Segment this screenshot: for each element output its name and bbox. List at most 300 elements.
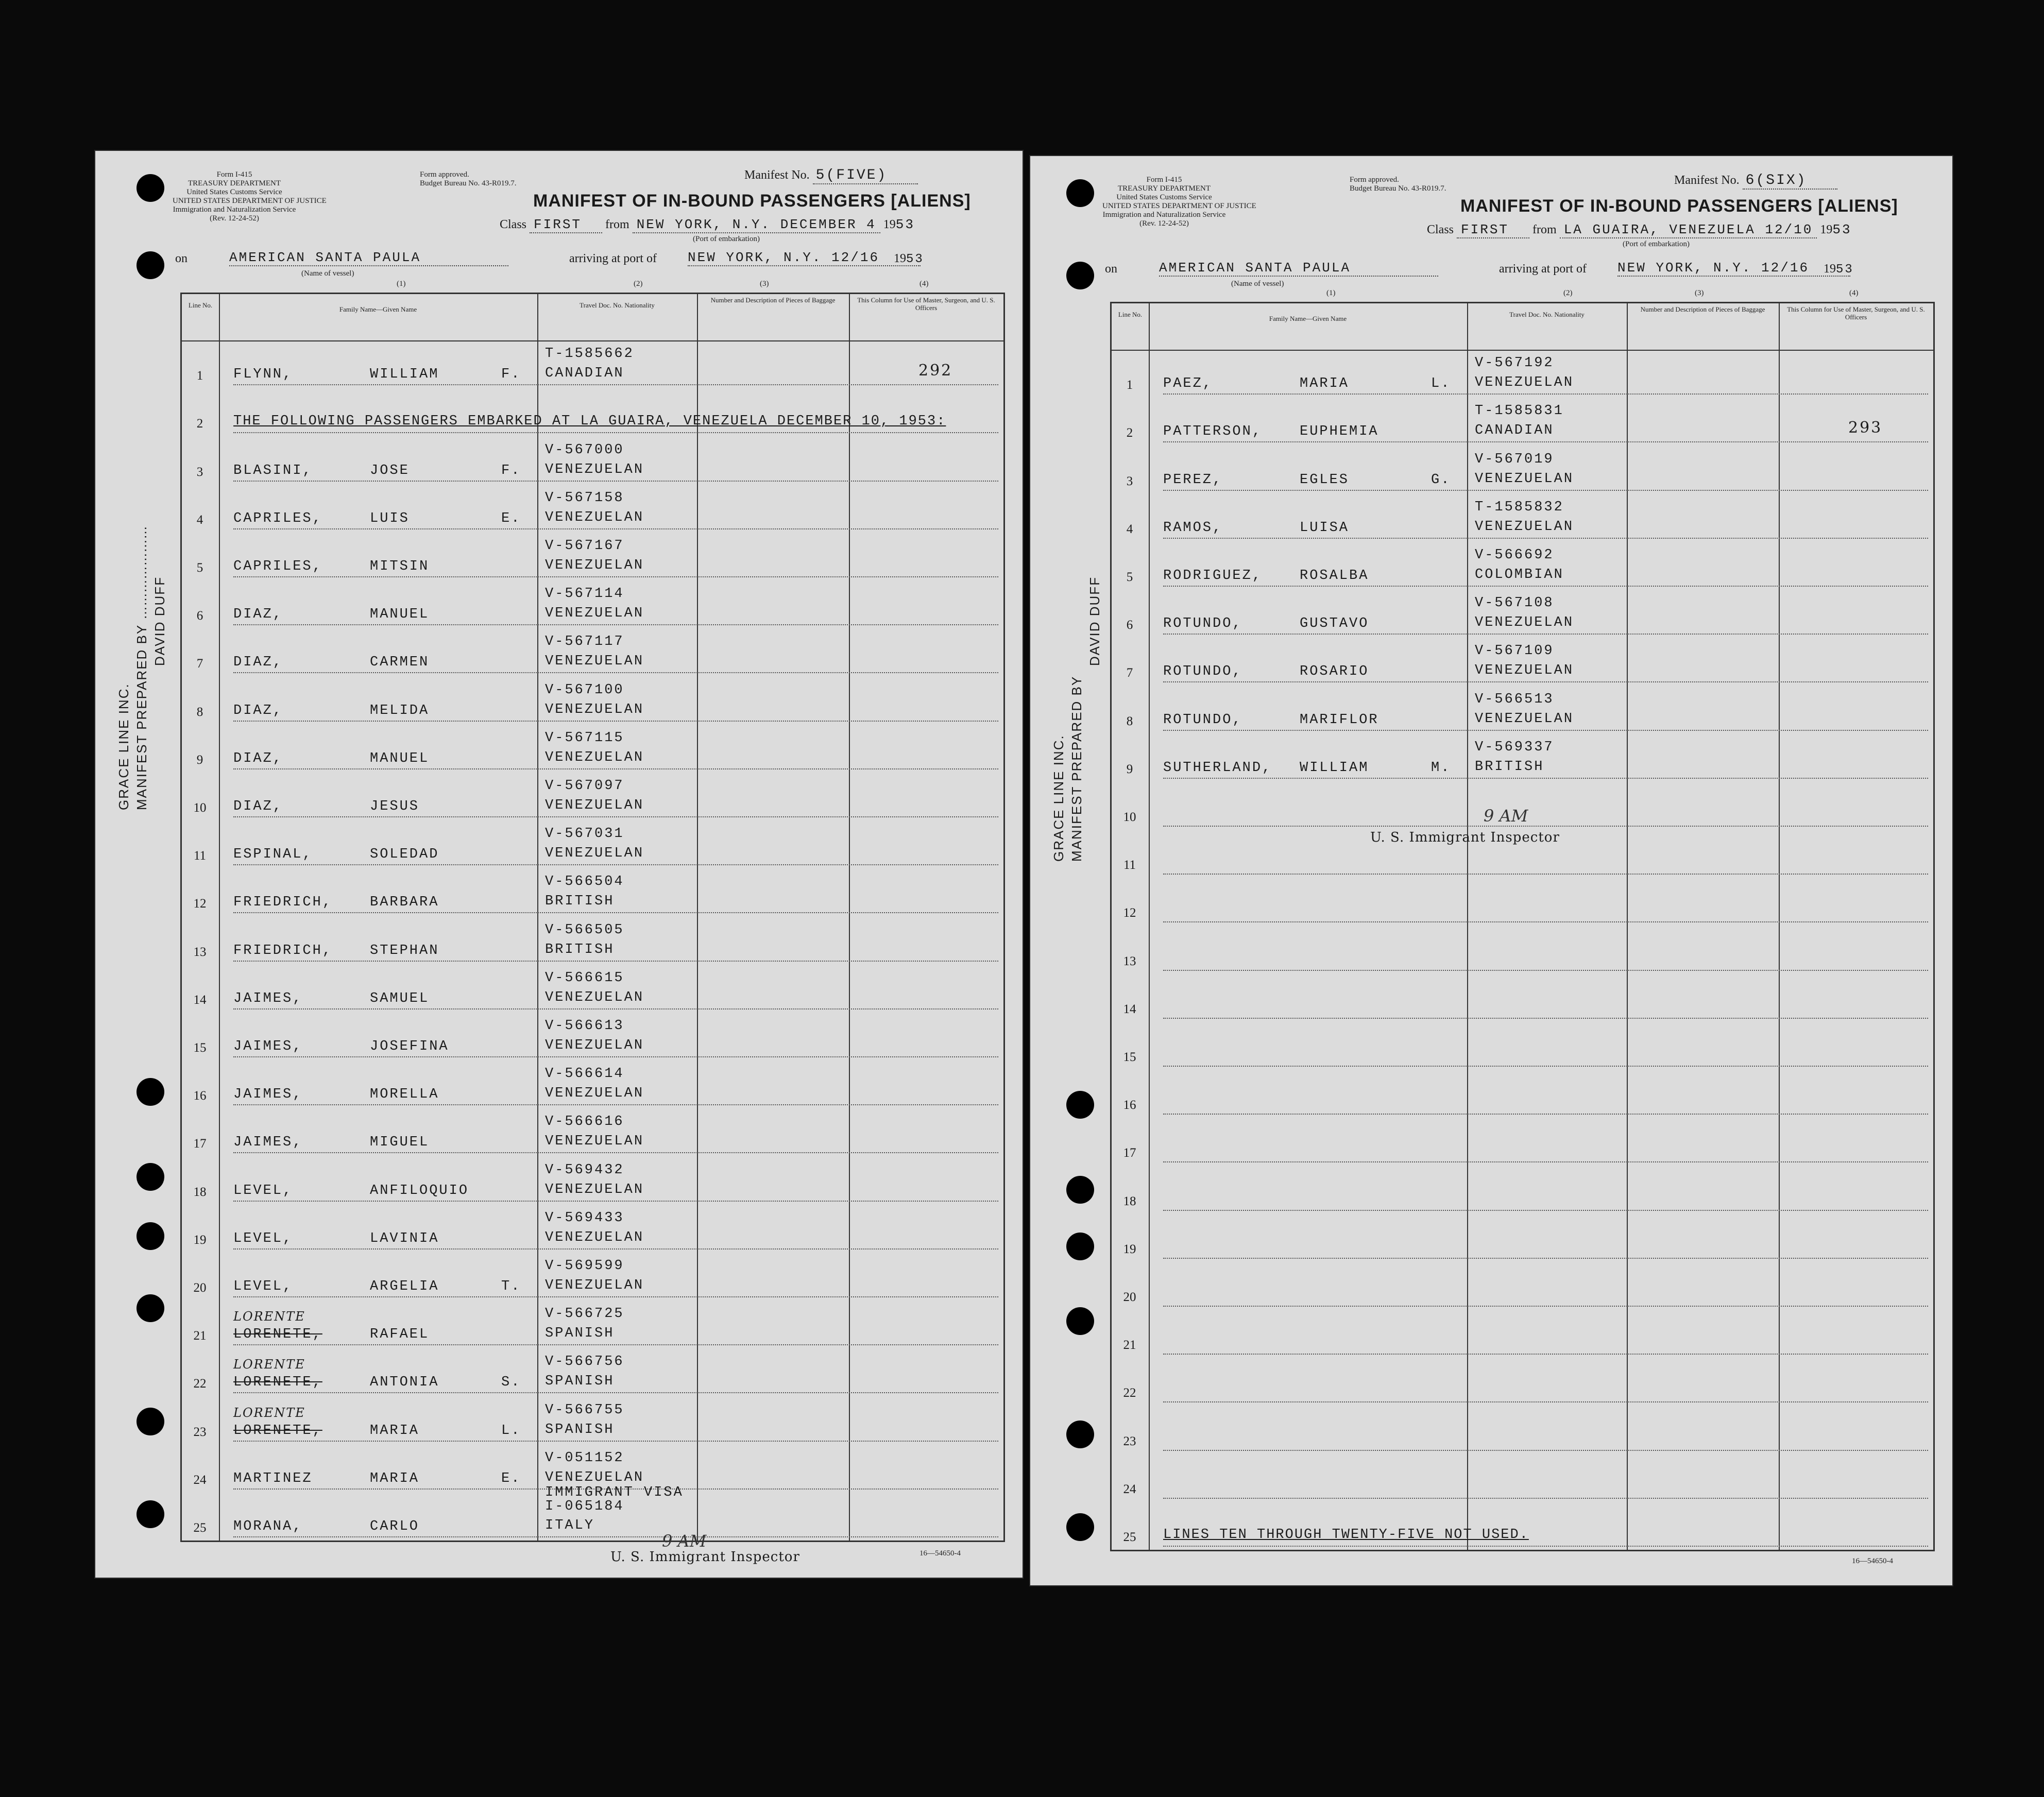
line-number: 16 xyxy=(1123,1098,1136,1113)
passenger-family: LEVEL, xyxy=(233,1183,293,1199)
passenger-doc: V-569432 xyxy=(545,1162,624,1178)
row-rule xyxy=(1163,970,1928,971)
header-divider xyxy=(182,340,1003,341)
passenger-family: CAPRILES, xyxy=(233,510,322,526)
line-number: 13 xyxy=(1123,954,1136,968)
punch-hole xyxy=(1066,1421,1094,1448)
passenger-doc: V-566505 xyxy=(545,922,624,938)
form-line: (Rev. 12-24-52) xyxy=(1139,219,1189,228)
passenger-doc: V-566614 xyxy=(545,1066,624,1082)
passenger-doc: V-051152 xyxy=(545,1450,624,1466)
passenger-doc: V-567114 xyxy=(545,586,624,602)
passenger-given: SOLEDAD xyxy=(370,847,439,863)
line-number: 20 xyxy=(1123,1290,1136,1304)
passenger-family: DIAZ, xyxy=(233,703,283,718)
passenger-doc: V-567117 xyxy=(545,634,624,650)
manifest-no-value: 5(FIVE) xyxy=(813,167,918,184)
column-header-travel: Travel Doc. No. Nationality xyxy=(580,301,655,309)
column-header-line: Line No. xyxy=(1118,311,1143,318)
row-rule xyxy=(1163,1401,1928,1402)
arrival-port: NEW YORK, N.Y. 12/16 xyxy=(1617,260,1850,277)
line-number: 15 xyxy=(193,1041,207,1055)
passenger-doc: V-567097 xyxy=(545,778,624,794)
passenger-given: MARIA xyxy=(1300,376,1350,392)
line-number: 14 xyxy=(1123,1002,1136,1016)
passenger-doc: T-1585662 xyxy=(545,346,634,362)
passenger-given: EUPHEMIA xyxy=(1300,424,1379,440)
passenger-init: L. xyxy=(1431,376,1451,392)
row-rule xyxy=(233,1248,998,1250)
passenger-nat: VENEZUELAN xyxy=(545,1182,644,1197)
row-rule xyxy=(233,1536,998,1537)
sidebar-line: MANIFEST PREPARED BY xyxy=(1069,675,1084,862)
passenger-given: LUIS xyxy=(370,510,410,526)
sidebar-line: MANIFEST PREPARED BY xyxy=(134,624,149,810)
passenger-doc: V-566504 xyxy=(545,874,624,890)
line-number: 11 xyxy=(193,849,207,863)
line-number: 8 xyxy=(196,705,203,719)
line-number: 22 xyxy=(1123,1386,1136,1400)
from-label: from xyxy=(1532,223,1557,236)
line-number: 18 xyxy=(1123,1194,1136,1208)
port-year: 53 xyxy=(906,252,924,266)
passenger-family: MARTINEZ xyxy=(233,1470,313,1486)
page-title: MANIFEST OF IN-BOUND PASSENGERS [ALIENS] xyxy=(1460,196,1898,216)
row-rule xyxy=(233,528,998,529)
passenger-family: JAIMES, xyxy=(233,1039,303,1054)
row-rule xyxy=(233,1201,998,1202)
passenger-nat: VENEZUELAN xyxy=(1475,615,1574,631)
sidebar-line: DAVID DUFF xyxy=(1087,576,1102,666)
embark-note: (Port of embarkation) xyxy=(693,235,760,243)
row-rule xyxy=(233,864,998,865)
col-num: (2) xyxy=(634,280,643,288)
passenger-given: WILLIAM xyxy=(1300,760,1369,776)
inspector-caption: U. S. Immigrant Inspector xyxy=(1370,830,1560,845)
year-value: 53 xyxy=(895,217,915,232)
passenger-nat: VENEZUELAN xyxy=(545,654,644,670)
passenger-doc: V-567100 xyxy=(545,682,624,698)
row-rule xyxy=(1163,681,1928,682)
embark-note: (Port of embarkation) xyxy=(1623,240,1690,248)
passenger-family: DIAZ, xyxy=(233,750,283,766)
passenger-init: G. xyxy=(1431,472,1451,488)
passenger-family: LEVEL, xyxy=(233,1230,293,1246)
line-number: 9 xyxy=(196,752,203,767)
passenger-given: LUISA xyxy=(1300,520,1350,536)
punch-hole xyxy=(137,1408,164,1435)
punch-hole xyxy=(1066,1513,1094,1541)
line-number: 5 xyxy=(1126,570,1133,584)
punch-hole xyxy=(137,1078,164,1106)
manifest-label: Manifest No. xyxy=(744,168,810,182)
sidebar-line: DAVID DUFF xyxy=(152,576,167,666)
line-number: 7 xyxy=(1126,666,1133,680)
passenger-nat: VENEZUELAN xyxy=(1475,375,1574,391)
row-rule xyxy=(1163,730,1928,731)
passenger-given: JESUS xyxy=(370,799,420,814)
column-header-baggage: Number and Description of Pieces of Baggage xyxy=(1640,305,1765,313)
arriving-label: arriving at port of xyxy=(569,252,657,265)
manifest-page-right: Form I-415 TREASURY DEPARTMENT United States Customs Service UNITED STATES DEPARTMENT OF JUSTICE Immigration and Naturalization Service (Rev. 12-24-52) Form approved. Budget Bureau No. 43-R019.7. Manifest No. 6(SIX) MANIFEST OF IN-BOUND PASSENGERS [ALIENS] Class FIRST from LA GUAIRA, VENEZUELA 12/10 1953 (Port of embarkation) on AMERICAN SANTA PAULA (Name of vessel) (1) arriving at port of NEW YORK, N.Y. 12/16 1953 (2) (3) (4) GRACE LINE INC. MANIFEST PREPARED BY DAVID DUFF Line No. Family Name—Given Name Travel Doc. No. Nationality Number and Description of Pieces of Baggage This Column for Use of Master, Surgeon, and U. S. Officers 1 PAEZ, MARIA L. V-567192 VENEZUELAN 2 PATTERSON, EUPHEMIA T-1585831 CANADIAN 293 3 PEREZ, EGLES G. V-567019 VENEZUELAN 4 RAMOS, LUISA T-1585832 VENEZUELAN 5 RODRIGUEZ, ROSALBA V-566692 COLOMBIAN 6 ROTUNDO, GUSTAVO V-567108 VENEZUELAN 7 ROTUNDO, ROSARIO V-567109 VENEZUELAN 8 ROTUNDO, MARIFLOR V-566513 VENEZUELAN 9 SUTHERLAND, WILLIAM M. V-569337 BRITISH 10 11 12 13 14 15 16 17 18 19 20 21 22 23 24 25 LINES TEN THROUGH TWENTY-FIVE NOT USED. U. S. Immigrant Inspector 9 AM 16—54650-4 xyxy=(1030,156,1952,1585)
passenger-given: ARGELIA xyxy=(370,1279,439,1294)
form-line: (Rev. 12-24-52) xyxy=(210,214,259,223)
line-number: 24 xyxy=(193,1473,207,1487)
passenger-given: ROSALBA xyxy=(1300,568,1369,584)
passenger-family: LORENETE, xyxy=(233,1327,322,1343)
passenger-given: RAFAEL xyxy=(370,1327,430,1343)
line-number: 4 xyxy=(196,512,203,527)
row-rule xyxy=(233,481,998,482)
passenger-doc: V-567109 xyxy=(1475,643,1554,659)
row-rule xyxy=(233,1296,998,1297)
arriving-label: arriving at port of xyxy=(1499,262,1587,276)
passenger-nat: VENEZUELAN xyxy=(1475,471,1574,487)
passenger-family: FRIEDRICH, xyxy=(233,943,333,959)
line-number: 10 xyxy=(193,801,207,815)
passenger-nat: VENEZUELAN xyxy=(545,798,644,813)
vessel-name: AMERICAN SANTA PAULA xyxy=(229,250,508,266)
page-title: MANIFEST OF IN-BOUND PASSENGERS [ALIENS] xyxy=(533,191,971,211)
passenger-given: MITSIN xyxy=(370,559,430,574)
passenger-init: E. xyxy=(501,510,521,526)
passenger-nat: VENEZUELAN xyxy=(545,1469,644,1485)
column-header-name: Family Name—Given Name xyxy=(339,305,417,313)
form-header xyxy=(173,170,327,223)
sidebar-text xyxy=(116,683,132,810)
passenger-given: MARIA xyxy=(370,1470,420,1486)
punch-hole xyxy=(137,1222,164,1250)
line-number: 23 xyxy=(193,1425,207,1439)
passenger-family: PAEZ, xyxy=(1163,376,1213,392)
manifest-page-left: Form I-415 TREASURY DEPARTMENT United States Customs Service UNITED STATES DEPARTMENT OF JUSTICE Immigration and Naturalization Service (Rev. 12-24-52) Form approved. Budget Bureau No. 43-R019.7. Manifest No. 5(FIVE) MANIFEST OF IN-BOUND PASSENGERS [ALIENS] Class FIRST from NEW YORK, N.Y. DECEMBER 4 1953 (Port of embarkation) on AMERICAN SANTA PAULA (Name of vessel) (1) arriving at port of NEW YORK, N.Y. 12/16 1953 (2) (3) (4) GRACE LINE INC. MANIFEST PREPARED BY ………………… DAVID DUFF Line No. Family Name—Given Name Travel Doc. No. Nationality Number and Description of Pieces of Baggage This Column for Use of Master, Surgeon, and U. S. Officers 1 FLYNN, WILLIAM F. T-1585662 CANADIAN 292 2 3 BLASINI, JOSE F. V-567000 VENEZUELAN 4 CAPRILES, LUIS E. V-567158 VENEZUELAN 5 CAPRILES, MITSIN V-567167 VENEZUELAN 6 DIAZ, MANUEL V-567114 VENEZUELAN 7 DIAZ, CARMEN V-567117 VENEZUELAN 8 DIAZ, MELIDA V-567100 VENEZUELAN 9 DIAZ, MANUEL V-567115 VENEZUELAN 10 DIAZ, JESUS V-567097 VENEZUELAN 11 ESPINAL, SOLEDAD V-567031 VENEZUELAN 12 FRIEDRICH, BARBARA V-566504 BRITISH 13 FRIEDRICH, STEPHAN V-566505 BRITISH 14 JAIMES, SAMUEL V-566615 VENEZUELAN 15 JAIMES, JOSEFINA V-566613 VENEZUELAN 16 JAIMES, MORELLA V-566614 VENEZUELAN 17 JAIMES, MIGUEL V-566616 VENEZUELAN 18 LEVEL, ANFILOQUIO V-569432 VENEZUELAN 19 LEVEL, LAVINIA V-569433 VENEZUELAN 20 LEVEL, ARGELIA T. V-569599 VENEZUELAN 21 LORENETE, LORENTE RAFAEL V-566725 SPANISH 22 LORENETE, LORENTE ANTONIA S. V-566756 SPANISH 23 LORENETE, LORENTE MARIA L. V-566755 SPANISH 24 MARTINEZ MARIA E. V-051152 VENEZUELAN 25 MORANA, CARLO IMMIGRANT VISA I-065184 ITALY THE FOLLOWING PASSENGERS EMBARKED AT LA GUAIRA, VENEZUELA DECEMBER 10, 1953: U. S. Immigrant Inspector 9 AM 16—54650-4 xyxy=(95,151,1023,1578)
row-rule xyxy=(1163,1450,1928,1451)
header-divider xyxy=(1112,350,1933,351)
approval-note xyxy=(420,170,516,188)
passenger-given: MANUEL xyxy=(370,607,430,623)
passenger-doc: V-567192 xyxy=(1475,355,1554,371)
passenger-given: GUSTAVO xyxy=(1300,616,1369,632)
line-number: 1 xyxy=(1126,378,1133,392)
passenger-given: BARBARA xyxy=(370,895,439,911)
passenger-nat: BRITISH xyxy=(545,942,615,957)
row-rule xyxy=(1163,586,1928,587)
passenger-doc: V-567115 xyxy=(545,730,624,746)
class-label: Class xyxy=(1427,223,1454,236)
passenger-doc: T-1585831 xyxy=(1475,403,1564,419)
passenger-given: WILLIAM xyxy=(370,367,439,383)
passenger-init: M. xyxy=(1431,760,1451,776)
row-rule xyxy=(1163,874,1928,875)
inspector-caption: U. S. Immigrant Inspector xyxy=(610,1549,800,1565)
row-rule xyxy=(1163,1114,1928,1115)
passenger-officer: 293 xyxy=(1848,419,1883,437)
passenger-family: LORENETE, xyxy=(233,1423,322,1439)
passenger-given: CARMEN xyxy=(370,655,430,671)
punch-hole xyxy=(1066,1233,1094,1260)
column-divider xyxy=(219,294,220,1541)
line-number: 14 xyxy=(193,992,207,1007)
line-number: 25 xyxy=(1123,1530,1136,1544)
column-header-officers: This Column for Use of Master, Surgeon, and U. S. Officers xyxy=(1787,305,1925,321)
form-line: Form I-415 xyxy=(216,170,252,179)
line-number: 9 xyxy=(1126,762,1133,776)
approval-line: Form approved. xyxy=(1350,176,1399,184)
passenger-nat: VENEZUELAN xyxy=(1475,711,1574,727)
row-rule xyxy=(233,721,998,722)
passenger-nat: COLOMBIAN xyxy=(1475,567,1564,583)
row-rule xyxy=(233,961,998,962)
line-number: 22 xyxy=(193,1377,207,1391)
sidebar-text xyxy=(1051,734,1067,862)
line-number: 23 xyxy=(1123,1434,1136,1448)
punch-hole xyxy=(1066,1091,1094,1119)
passenger-family: ESPINAL, xyxy=(233,847,313,863)
passenger-officer: 292 xyxy=(918,362,953,380)
row-rule xyxy=(1163,1546,1928,1547)
col-num: (4) xyxy=(1849,289,1859,297)
passenger-given: JOSEFINA xyxy=(370,1039,449,1054)
row-rule xyxy=(233,1008,998,1009)
passenger-init: F. xyxy=(501,463,521,478)
form-line: Immigration and Naturalization Service xyxy=(173,206,296,214)
passenger-doc: V-569337 xyxy=(1475,739,1554,755)
line-number: 7 xyxy=(196,657,203,671)
passenger-init: T. xyxy=(501,1279,521,1294)
row-rule xyxy=(233,1344,998,1345)
line-number: 18 xyxy=(193,1185,207,1199)
passenger-doc: V-566613 xyxy=(545,1018,624,1034)
line-number: 10 xyxy=(1123,810,1136,824)
passenger-given: MORELLA xyxy=(370,1087,439,1103)
line-number: 3 xyxy=(196,465,203,479)
passenger-nat: BRITISH xyxy=(1475,759,1544,775)
passenger-init: E. xyxy=(501,1470,521,1486)
approval-note xyxy=(1350,176,1446,193)
passenger-family: SUTHERLAND, xyxy=(1163,760,1272,776)
passenger-nat: VENEZUELAN xyxy=(545,1229,644,1245)
passenger-family: DIAZ, xyxy=(233,799,283,814)
form-line: United States Customs Service xyxy=(186,188,282,196)
passenger-init: F. xyxy=(501,367,521,383)
form-line: UNITED STATES DEPARTMENT OF JUSTICE xyxy=(1102,202,1256,210)
column-header-line: Line No. xyxy=(188,301,213,309)
passenger-family: RAMOS, xyxy=(1163,520,1223,536)
passenger-family: PEREZ, xyxy=(1163,472,1223,488)
vessel-name: AMERICAN SANTA PAULA xyxy=(1159,260,1438,277)
passenger-family: PATTERSON, xyxy=(1163,424,1263,440)
row-rule xyxy=(1163,1161,1928,1162)
passenger-family: JAIMES, xyxy=(233,990,303,1006)
passenger-nat: SPANISH xyxy=(545,1422,615,1437)
row-rule xyxy=(233,1441,998,1442)
approval-line: Form approved. xyxy=(420,170,469,179)
punch-hole xyxy=(137,174,164,202)
passenger-family: ROTUNDO, xyxy=(1163,712,1242,728)
form-line: TREASURY DEPARTMENT xyxy=(1117,184,1211,193)
line-number: 16 xyxy=(193,1089,207,1103)
row-rule xyxy=(233,912,998,913)
passenger-init: L. xyxy=(501,1423,521,1439)
sidebar-text: MANIFEST PREPARED BY ………………… xyxy=(134,526,149,810)
signature-time: 9 AM xyxy=(1484,806,1528,826)
form-line: TREASURY DEPARTMENT xyxy=(188,179,281,187)
row-rule xyxy=(233,432,998,433)
vessel-note: (Name of vessel) xyxy=(1231,280,1284,288)
approval-line: Budget Bureau No. 43-R019.7. xyxy=(1350,184,1446,193)
row-rule xyxy=(233,384,998,385)
col-num: (4) xyxy=(919,280,929,288)
passenger-doc: V-566615 xyxy=(545,970,624,986)
row-rule xyxy=(1163,634,1928,635)
class-line xyxy=(1427,222,1852,237)
col-num: (3) xyxy=(1695,289,1704,297)
passenger-nat: VENEZUELAN xyxy=(545,989,644,1005)
port-year: 53 xyxy=(1836,263,1854,277)
form-line: United States Customs Service xyxy=(1116,193,1212,201)
line-number: 11 xyxy=(1123,858,1136,872)
passenger-nat: CANADIAN xyxy=(1475,423,1554,439)
passenger-given: CARLO xyxy=(370,1519,420,1534)
row-rule xyxy=(1163,921,1928,922)
passenger-nat: VENEZUELAN xyxy=(1475,663,1574,679)
passenger-nat: SPANISH xyxy=(545,1326,615,1342)
passenger-nat: VENEZUELAN xyxy=(545,1278,644,1293)
passenger-doc: V-566756 xyxy=(545,1354,624,1370)
punch-hole xyxy=(1066,179,1094,207)
line-number: 13 xyxy=(193,945,207,959)
signature-time: 9 AM xyxy=(662,1531,707,1551)
punch-hole xyxy=(137,251,164,279)
passenger-doc: V-567019 xyxy=(1475,451,1554,467)
line-number: 12 xyxy=(1123,906,1136,920)
col-num: (1) xyxy=(397,280,406,288)
passenger-doc: V-567000 xyxy=(545,442,624,458)
row-rule xyxy=(1163,538,1928,539)
passenger-doc: V-566692 xyxy=(1475,547,1554,563)
passenger-family: ROTUNDO, xyxy=(1163,616,1242,632)
arrival-port: NEW YORK, N.Y. 12/16 xyxy=(688,250,921,266)
from-value: NEW YORK, N.Y. DECEMBER 4 xyxy=(633,217,880,233)
class-value: FIRST xyxy=(530,217,602,233)
class-value: FIRST xyxy=(1457,222,1529,238)
col-num: (3) xyxy=(760,280,769,288)
row-rule xyxy=(233,1104,998,1105)
col-num: (2) xyxy=(1563,289,1573,297)
passenger-family: ROTUNDO, xyxy=(1163,664,1242,680)
line-number: 12 xyxy=(193,897,207,911)
passenger-given: SAMUEL xyxy=(370,990,430,1006)
passenger-family: JAIMES, xyxy=(233,1087,303,1103)
sidebar-line: GRACE LINE INC. xyxy=(1051,734,1066,862)
passenger-given: MARIFLOR xyxy=(1300,712,1379,728)
line-number: 1 xyxy=(196,369,203,383)
passenger-given: EGLES xyxy=(1300,472,1350,488)
passenger-given: ROSARIO xyxy=(1300,664,1369,680)
row-rule xyxy=(1163,1210,1928,1211)
row-rule xyxy=(1163,441,1928,442)
line-number: 21 xyxy=(1123,1338,1136,1353)
approval-line: Budget Bureau No. 43-R019.7. xyxy=(420,179,517,187)
sidebar-line: GRACE LINE INC. xyxy=(116,683,131,810)
embarkation-notice: THE FOLLOWING PASSENGERS EMBARKED AT LA GUAIRA, VENEZUELA DECEMBER 10, 1953: xyxy=(233,414,946,430)
passenger-nat: VENEZUELAN xyxy=(545,461,644,477)
passenger-nat: VENEZUELAN xyxy=(545,846,644,862)
form-line: UNITED STATES DEPARTMENT OF JUSTICE xyxy=(173,197,327,205)
line-number: 17 xyxy=(1123,1146,1136,1160)
year-prefix: 19 xyxy=(883,218,896,231)
line-number: 2 xyxy=(1126,426,1133,440)
col-num: (1) xyxy=(1326,289,1336,297)
class-line xyxy=(500,217,915,232)
row-rule xyxy=(233,816,998,817)
punch-hole xyxy=(1066,262,1094,289)
passenger-family: CAPRILES, xyxy=(233,559,322,574)
line-number: 5 xyxy=(196,561,203,575)
manifest-number xyxy=(744,167,918,183)
passenger-doc: V-566616 xyxy=(545,1114,624,1130)
row-rule xyxy=(1163,490,1928,491)
line-number: 4 xyxy=(1126,522,1133,536)
row-rule xyxy=(233,1056,998,1057)
passenger-nat: VENEZUELAN xyxy=(545,749,644,765)
year-prefix: 19 xyxy=(1820,223,1833,236)
form-header xyxy=(1102,176,1256,228)
row-rule xyxy=(1163,1066,1928,1067)
punch-hole xyxy=(137,1294,164,1322)
row-rule xyxy=(1163,826,1928,827)
row-rule xyxy=(1163,1498,1928,1499)
manifest-number xyxy=(1674,173,1837,189)
passenger-family: MORANA, xyxy=(233,1519,303,1534)
row-rule xyxy=(1163,1354,1928,1355)
passenger-table xyxy=(180,293,1005,1542)
row-rule xyxy=(1163,1018,1928,1019)
lines-not-used-note: LINES TEN THROUGH TWENTY-FIVE NOT USED. xyxy=(1163,1527,1529,1543)
column-header-officers: This Column for Use of Master, Surgeon, and U. S. Officers xyxy=(857,296,995,312)
passenger-nat: VENEZUELAN xyxy=(545,701,644,717)
passenger-family: FRIEDRICH, xyxy=(233,895,333,911)
passenger-init: S. xyxy=(501,1375,521,1391)
passenger-given: MELIDA xyxy=(370,703,430,718)
line-number: 8 xyxy=(1126,714,1133,728)
passenger-nat: BRITISH xyxy=(545,894,615,910)
punch-hole xyxy=(137,1163,164,1191)
passenger-nat: SPANISH xyxy=(545,1374,615,1390)
line-number: 6 xyxy=(196,609,203,623)
passenger-given: MARIA xyxy=(370,1423,420,1439)
passenger-nat: VENEZUELAN xyxy=(545,1038,644,1053)
line-number: 21 xyxy=(193,1329,207,1343)
line-number: 3 xyxy=(1126,474,1133,488)
on-label: on xyxy=(1105,262,1117,276)
line-number: 24 xyxy=(1123,1482,1136,1496)
passenger-nat: VENEZUELAN xyxy=(545,1134,644,1150)
passenger-doc: V-567158 xyxy=(545,490,624,506)
passenger-doc: V-567167 xyxy=(545,538,624,554)
punch-hole xyxy=(1066,1307,1094,1335)
passenger-corr: LORENTE xyxy=(233,1309,305,1324)
passenger-family: DIAZ, xyxy=(233,607,283,623)
row-rule xyxy=(233,768,998,769)
passenger-doc: V-567031 xyxy=(545,826,624,842)
passenger-nat: VENEZUELAN xyxy=(545,509,644,525)
row-rule xyxy=(233,1392,998,1393)
passenger-doc: V-566755 xyxy=(545,1402,624,1418)
passenger-doc: V-569599 xyxy=(545,1258,624,1274)
line-number: 17 xyxy=(193,1137,207,1151)
passenger-corr: LORENTE xyxy=(233,1405,305,1420)
